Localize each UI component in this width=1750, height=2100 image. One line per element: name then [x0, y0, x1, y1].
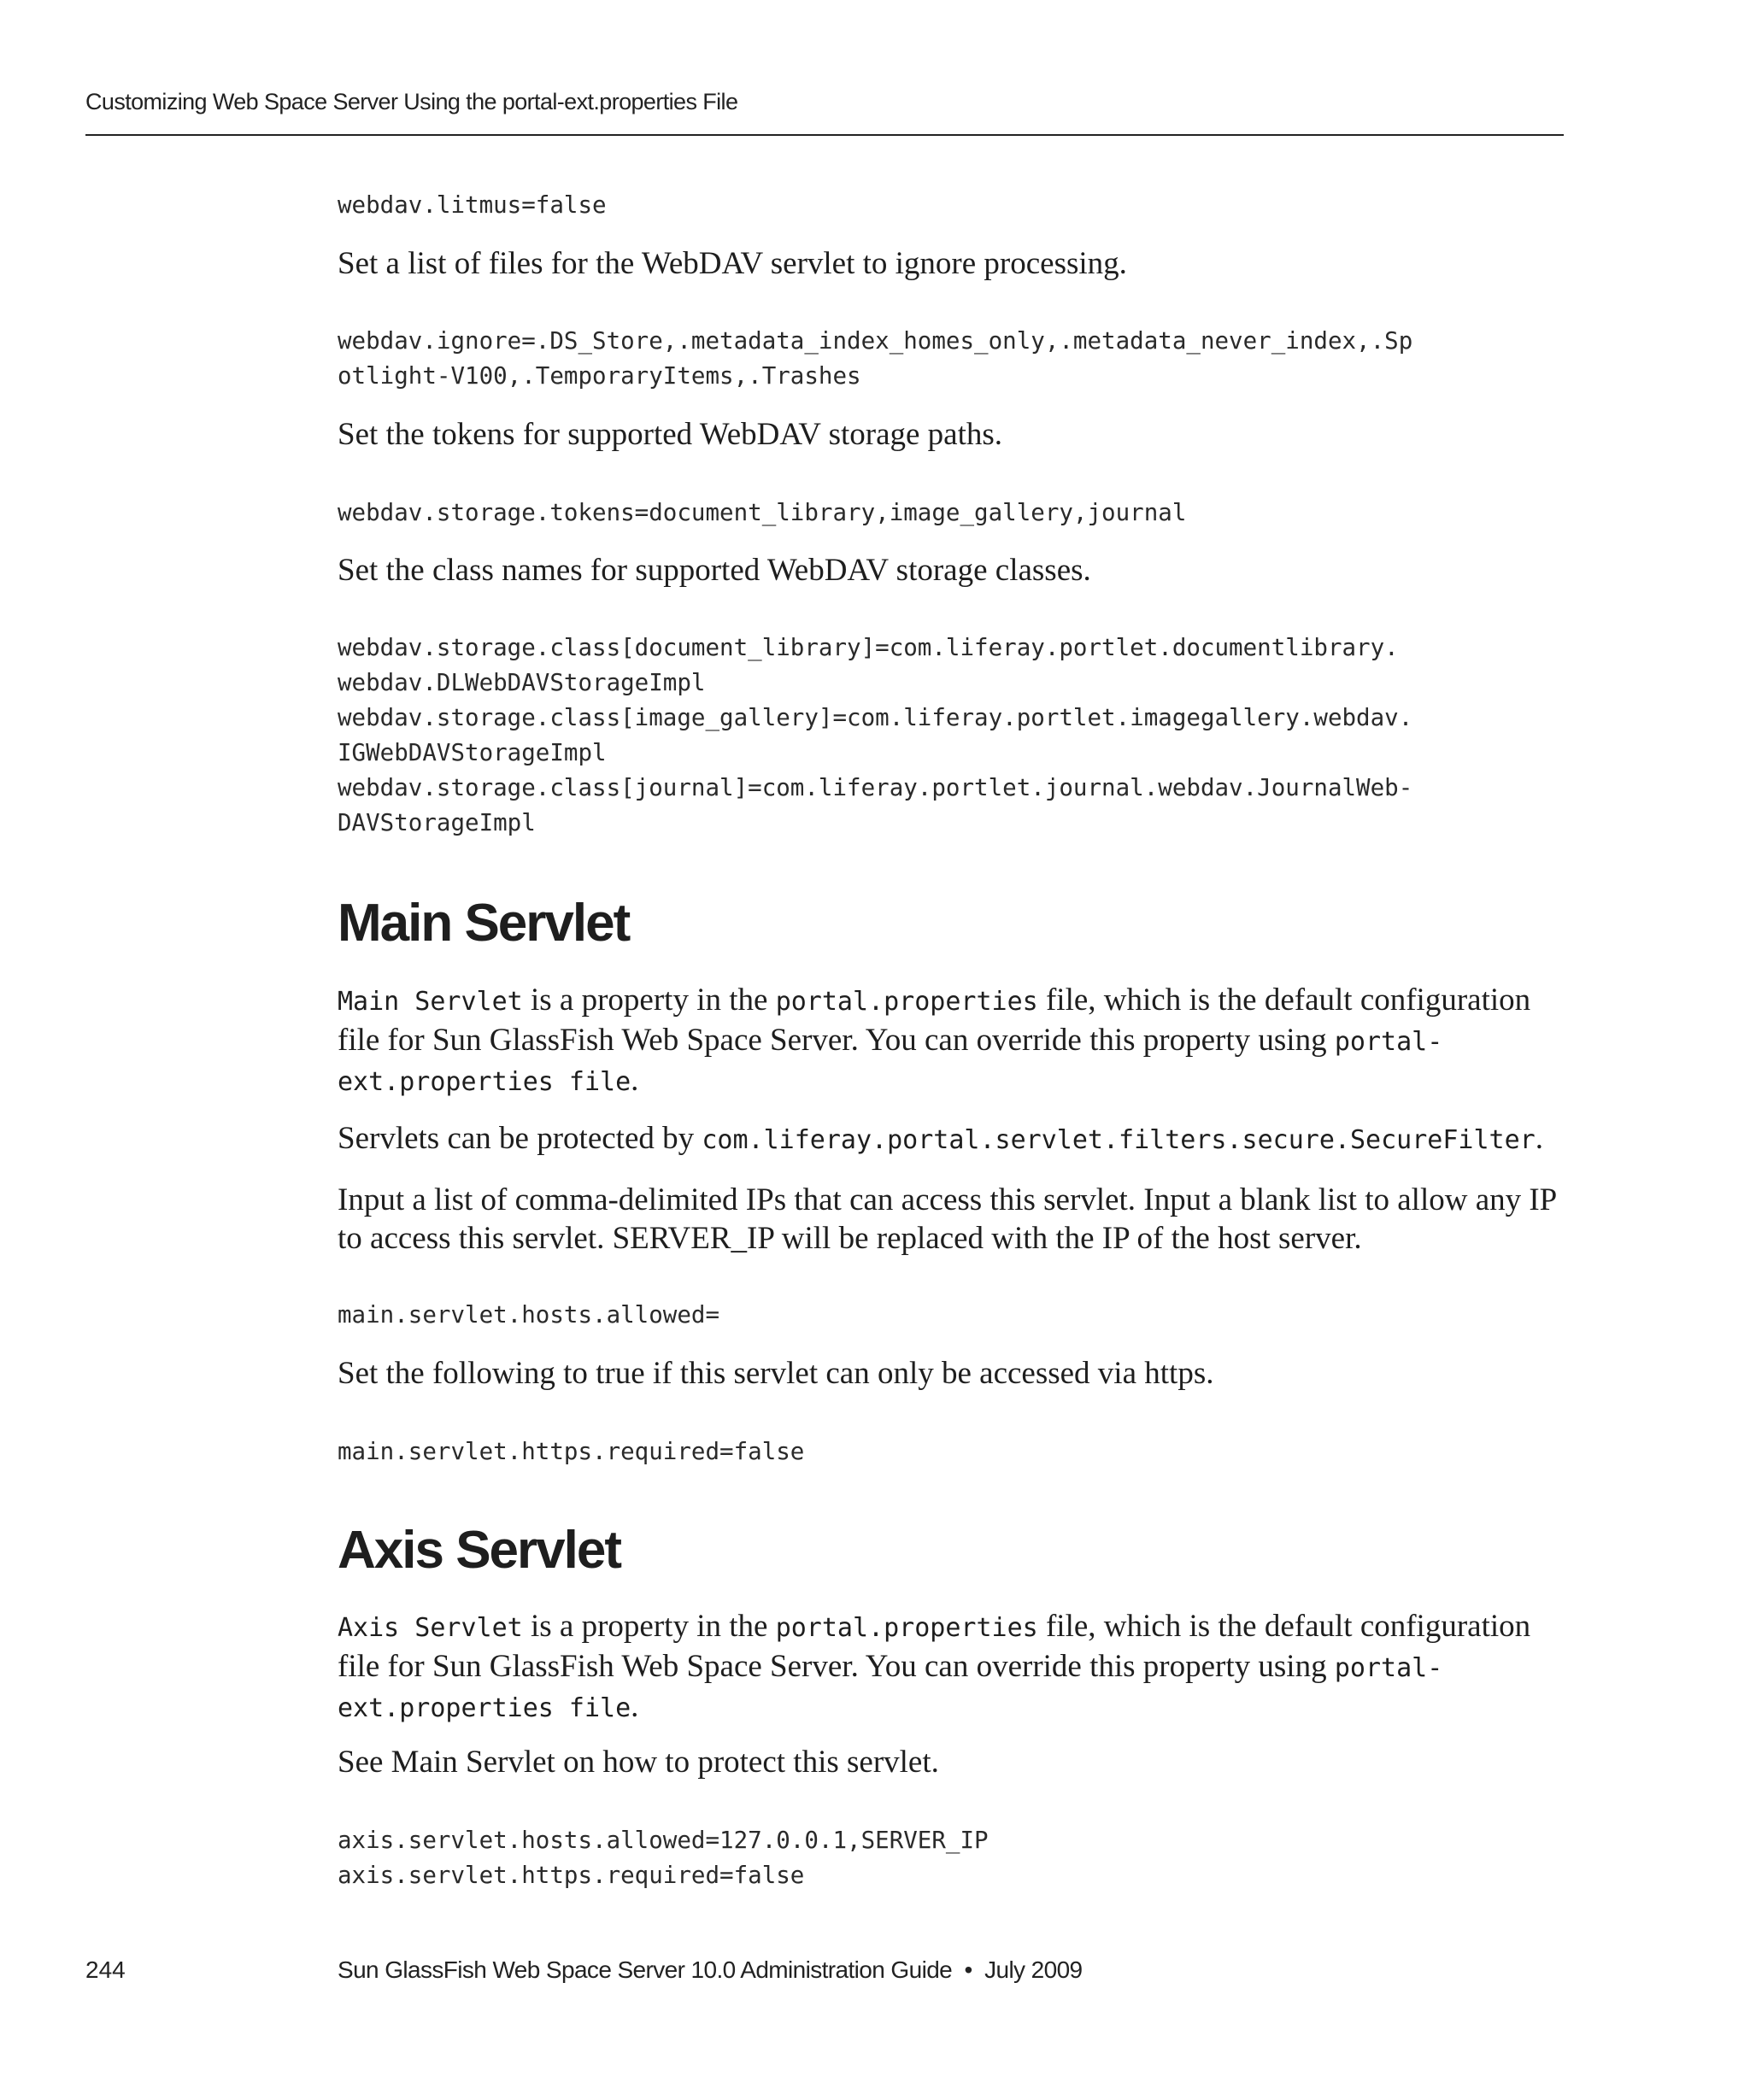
code-tokens: webdav.storage.tokens=document_library,image_gallery,journal	[338, 499, 1187, 526]
code-line: axis.servlet.https.required=false	[338, 1862, 805, 1889]
code-line: webdav.storage.class[image_gallery]=com.liferay.portlet.imagegallery.webdav.	[338, 704, 1413, 731]
paragraph-https: Set the following to true if this servlet can only be accessed via https.	[338, 1356, 1214, 1391]
paragraph-main-servlet-intro: Main Servlet is a property in the portal.properties file, which is the default configuration file for Sun GlassFish Web Space Server. You can override this property using portal-ext.properties file.	[338, 983, 1531, 1098]
inline-code: portal.properties	[775, 1613, 1038, 1643]
footer-title: Sun GlassFish Web Space Server 10.0 Administration Guide • July 2009	[338, 1956, 1083, 1983]
code-litmus: webdav.litmus=false	[338, 191, 607, 219]
running-head: Customizing Web Space Server Using the portal-ext.properties File	[85, 89, 738, 114]
code-line: webdav.storage.class[document_library]=com.liferay.portlet.documentlibrary.	[338, 634, 1399, 661]
code-block-classes	[338, 631, 1568, 841]
code-line: webdav.DLWebDAVStorageImpl	[338, 669, 706, 696]
paragraph-tokens: Set the tokens for supported WebDAV storage paths.	[338, 417, 1003, 452]
inline-code: portal.properties	[775, 987, 1038, 1017]
paragraph-ignore: Set a list of files for the WebDAV servlet to ignore processing.	[338, 246, 1127, 281]
code-block-ignore	[338, 324, 1568, 394]
code-line: webdav.storage.class[journal]=com.liferay.portlet.journal.webdav.JournalWeb-	[338, 774, 1413, 801]
inline-code: Main Servlet	[338, 987, 523, 1017]
inline-code: com.liferay.portal.servlet.filters.secure.SecureFilter	[702, 1125, 1536, 1155]
code-line: DAVStorageImpl	[338, 809, 536, 836]
paragraph-axis-protect: See Main Servlet on how to protect this servlet.	[338, 1745, 939, 1780]
inline-code: Axis Servlet	[338, 1613, 523, 1643]
paragraph-servlet-protection: Servlets can be protected by com.liferay.portal.servlet.filters.secure.SecureFilter.	[338, 1121, 1543, 1156]
paragraph-classes: Set the class names for supported WebDAV storage classes.	[338, 553, 1091, 588]
code-line: IGWebDAVStorageImpl	[338, 739, 607, 766]
heading-main-servlet: Main Servlet	[338, 894, 630, 953]
code-block-axis	[338, 1823, 1568, 1893]
code-main-https: main.servlet.https.required=false	[338, 1438, 805, 1465]
code-line: axis.servlet.hosts.allowed=127.0.0.1,SERVER_IP	[338, 1827, 989, 1854]
inline-code: portal-ext.properties file	[338, 1027, 1443, 1097]
page-number: 244	[85, 1956, 126, 1983]
code-main-hosts: main.servlet.hosts.allowed=	[338, 1301, 720, 1329]
inline-code: portal-ext.properties file	[338, 1653, 1443, 1723]
paragraph-axis-servlet-intro: Axis Servlet is a property in the portal.properties file, which is the default configuration file for Sun GlassFish Web Space Server. You can override this property using portal-ext.properties file.	[338, 1609, 1531, 1724]
heading-axis-servlet: Axis Servlet	[338, 1521, 620, 1580]
header-rule	[85, 134, 1564, 136]
code-line: webdav.ignore=.DS_Store,.metadata_index_homes_only,.metadata_never_index,.Sp	[338, 327, 1413, 355]
code-line: otlight-V100,.TemporaryItems,.Trashes	[338, 362, 861, 390]
paragraph-hosts-description: Input a list of comma-delimited IPs that can access this servlet. Input a blank list to allow any IP to access this servlet. SERVER_IP will be replaced with the IP of the host server.	[338, 1182, 1556, 1256]
